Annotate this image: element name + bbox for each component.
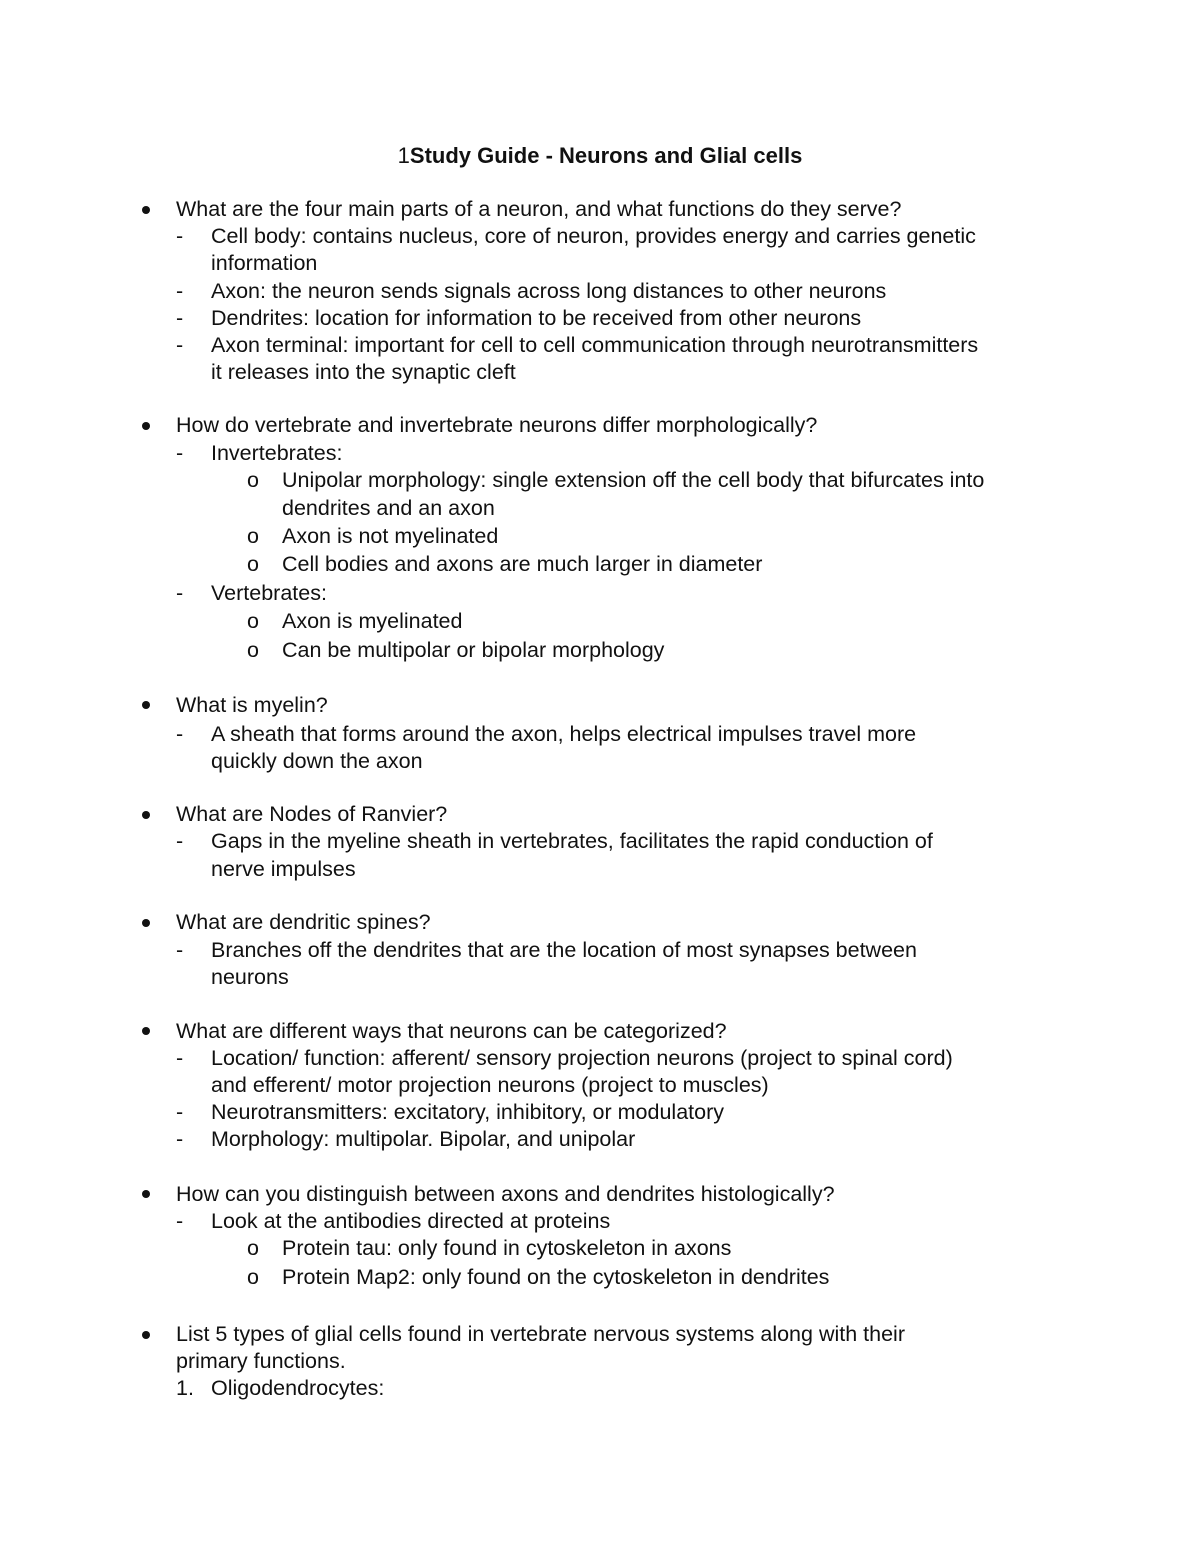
answer-line: nerve impulses — [211, 857, 356, 881]
dash-marker: - — [176, 333, 184, 357]
answer-line: Gaps in the myeline sheath in vertebrates, facilitates the rapid conduction of — [211, 829, 933, 853]
answer-line: Cell bodies and axons are much larger in diameter — [282, 552, 763, 576]
question-text: What are Nodes of Ranvier? — [176, 802, 448, 826]
question-text: What is myelin? — [176, 693, 328, 717]
question-text: What are different ways that neurons can be categorized? — [176, 1019, 727, 1043]
bullet-icon — [142, 422, 150, 430]
question-text: primary functions. — [176, 1349, 346, 1373]
answer-line: Cell body: contains nucleus, core of neuron, provides energy and carries genetic — [211, 224, 976, 248]
answer-line: Location/ function: afferent/ sensory projection neurons (project to spinal cord) — [211, 1046, 953, 1070]
sub-bullet-marker: o — [247, 1265, 259, 1289]
dash-marker: - — [176, 306, 184, 330]
bullet-icon — [142, 1190, 150, 1198]
dash-marker: - — [176, 279, 184, 303]
answer-line: it releases into the synaptic cleft — [211, 360, 516, 384]
sub-bullet-marker: o — [247, 638, 259, 662]
answer-line: Axon is not myelinated — [282, 524, 499, 548]
answer-line: Axon is myelinated — [282, 609, 463, 633]
dash-marker: - — [176, 1209, 184, 1233]
sub-bullet-marker: o — [247, 468, 259, 492]
answer-line: Look at the antibodies directed at proteins — [211, 1209, 611, 1233]
answer-line: Axon terminal: important for cell to cell communication through neurotransmitters — [211, 333, 979, 357]
title-text: Study Guide - Neurons and Glial cells — [409, 143, 803, 168]
dash-marker: - — [176, 829, 184, 853]
answer-line: Unipolar morphology: single extension off the cell body that bifurcates into — [282, 468, 985, 492]
dash-marker: - — [176, 1127, 184, 1151]
answer-line: Dendrites: location for information to be received from other neurons — [211, 306, 862, 330]
question-text: How can you distinguish between axons and dendrites histologically? — [176, 1182, 835, 1206]
question-text: What are dendritic spines? — [176, 910, 431, 934]
bullet-icon — [142, 919, 150, 927]
answer-line: Oligodendrocytes: — [211, 1376, 385, 1400]
answer-line: Morphology: multipolar. Bipolar, and unipolar — [211, 1127, 636, 1151]
sub-bullet-marker: o — [247, 609, 259, 633]
dash-marker: - — [176, 224, 184, 248]
dash-marker: - — [176, 938, 184, 962]
bullet-icon — [142, 701, 150, 709]
answer-line: Neurotransmitters: excitatory, inhibitory, or modulatory — [211, 1100, 724, 1124]
bullet-icon — [142, 206, 150, 214]
sub-bullet-marker: o — [247, 552, 259, 576]
answer-line: Vertebrates: — [211, 581, 327, 605]
dash-marker: - — [176, 581, 184, 605]
answer-line: Invertebrates: — [211, 441, 343, 465]
dash-marker: - — [176, 722, 184, 746]
sub-bullet-marker: o — [247, 524, 259, 548]
question-text: How do vertebrate and invertebrate neurons differ morphologically? — [176, 413, 818, 437]
bullet-icon — [142, 1027, 150, 1035]
answer-line: Branches off the dendrites that are the location of most synapses between — [211, 938, 917, 962]
answer-line: dendrites and an axon — [282, 496, 495, 520]
question-text: What are the four main parts of a neuron, and what functions do they serve? — [176, 197, 902, 221]
dash-marker: - — [176, 1046, 184, 1070]
answer-line: A sheath that forms around the axon, helps electrical impulses travel more — [211, 722, 917, 746]
bullet-icon — [142, 1331, 150, 1339]
sub-bullet-marker: o — [247, 1236, 259, 1260]
answer-line: Protein Map2: only found on the cytoskeleton in dendrites — [282, 1265, 830, 1289]
list-number: 1. — [176, 1376, 194, 1400]
dash-marker: - — [176, 1100, 184, 1124]
answer-line: quickly down the axon — [211, 749, 423, 773]
answer-line: Can be multipolar or bipolar morphology — [282, 638, 665, 662]
answer-line: Axon: the neuron sends signals across long distances to other neurons — [211, 279, 887, 303]
answer-line: information — [211, 251, 318, 275]
question-text: List 5 types of glial cells found in vertebrate nervous systems along with their — [176, 1322, 905, 1346]
page-title — [0, 142, 1200, 170]
answer-line: Protein tau: only found in cytoskeleton in axons — [282, 1236, 732, 1260]
answer-line: and efferent/ motor projection neurons (project to muscles) — [211, 1073, 769, 1097]
dash-marker: - — [176, 441, 184, 465]
title-prefix: 1 — [397, 143, 410, 168]
answer-line: neurons — [211, 965, 289, 989]
bullet-icon — [142, 811, 150, 819]
